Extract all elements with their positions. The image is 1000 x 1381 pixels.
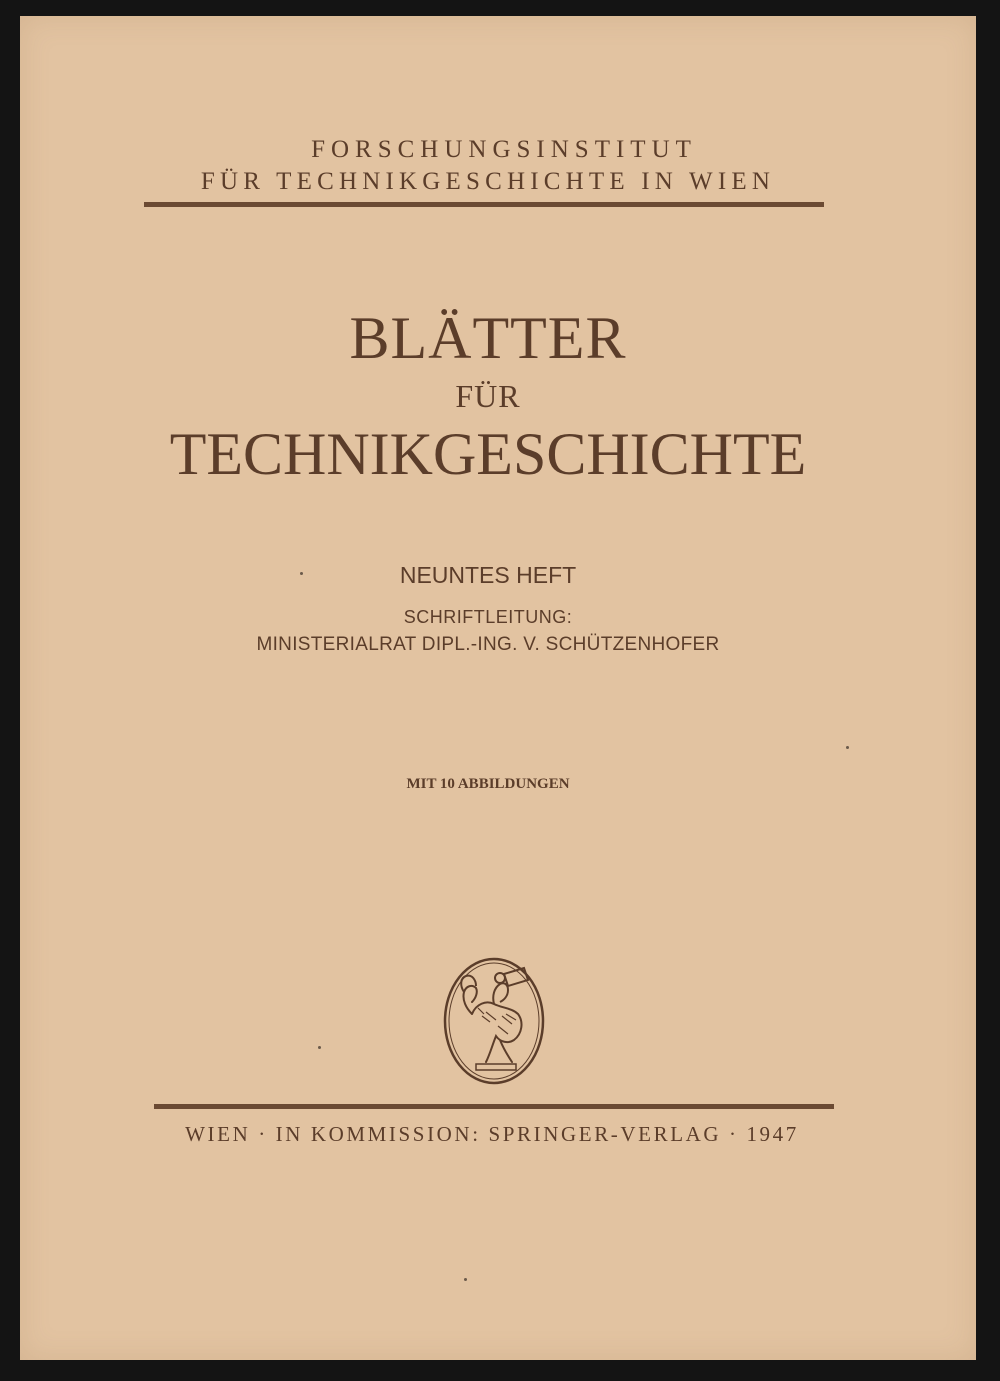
paper-speck <box>846 746 849 749</box>
paper-speck <box>318 1046 321 1049</box>
paper-speck <box>300 572 303 575</box>
title-line-2: FÜR <box>455 378 521 414</box>
top-divider-rule <box>144 202 824 207</box>
illustrations-note: MIT 10 ABBILDUNGEN <box>406 776 570 792</box>
bottom-divider-rule <box>154 1104 834 1109</box>
institute-name-line-2: FÜR TECHNIKGESCHICHTE IN WIEN <box>200 168 776 195</box>
paper-speck <box>464 1278 467 1281</box>
book-cover <box>20 16 976 1360</box>
title-line-1: BLÄTTER <box>349 305 627 371</box>
editor-name: MINISTERIALRAT DIPL.-ING. V. SCHÜTZENHOFER <box>256 634 720 655</box>
springer-horse-rider-emblem-icon <box>442 956 546 1086</box>
title-line-3: TECHNIKGESCHICHTE <box>169 421 807 487</box>
editor-label: SCHRIFTLEITUNG: <box>403 607 573 627</box>
issue-number: NEUNTES HEFT <box>399 562 577 588</box>
institute-name-line-1: FORSCHUNGSINSTITUT <box>311 136 697 163</box>
publisher-imprint: WIEN · IN KOMMISSION: SPRINGER-VERLAG · 1947 <box>185 1122 799 1146</box>
